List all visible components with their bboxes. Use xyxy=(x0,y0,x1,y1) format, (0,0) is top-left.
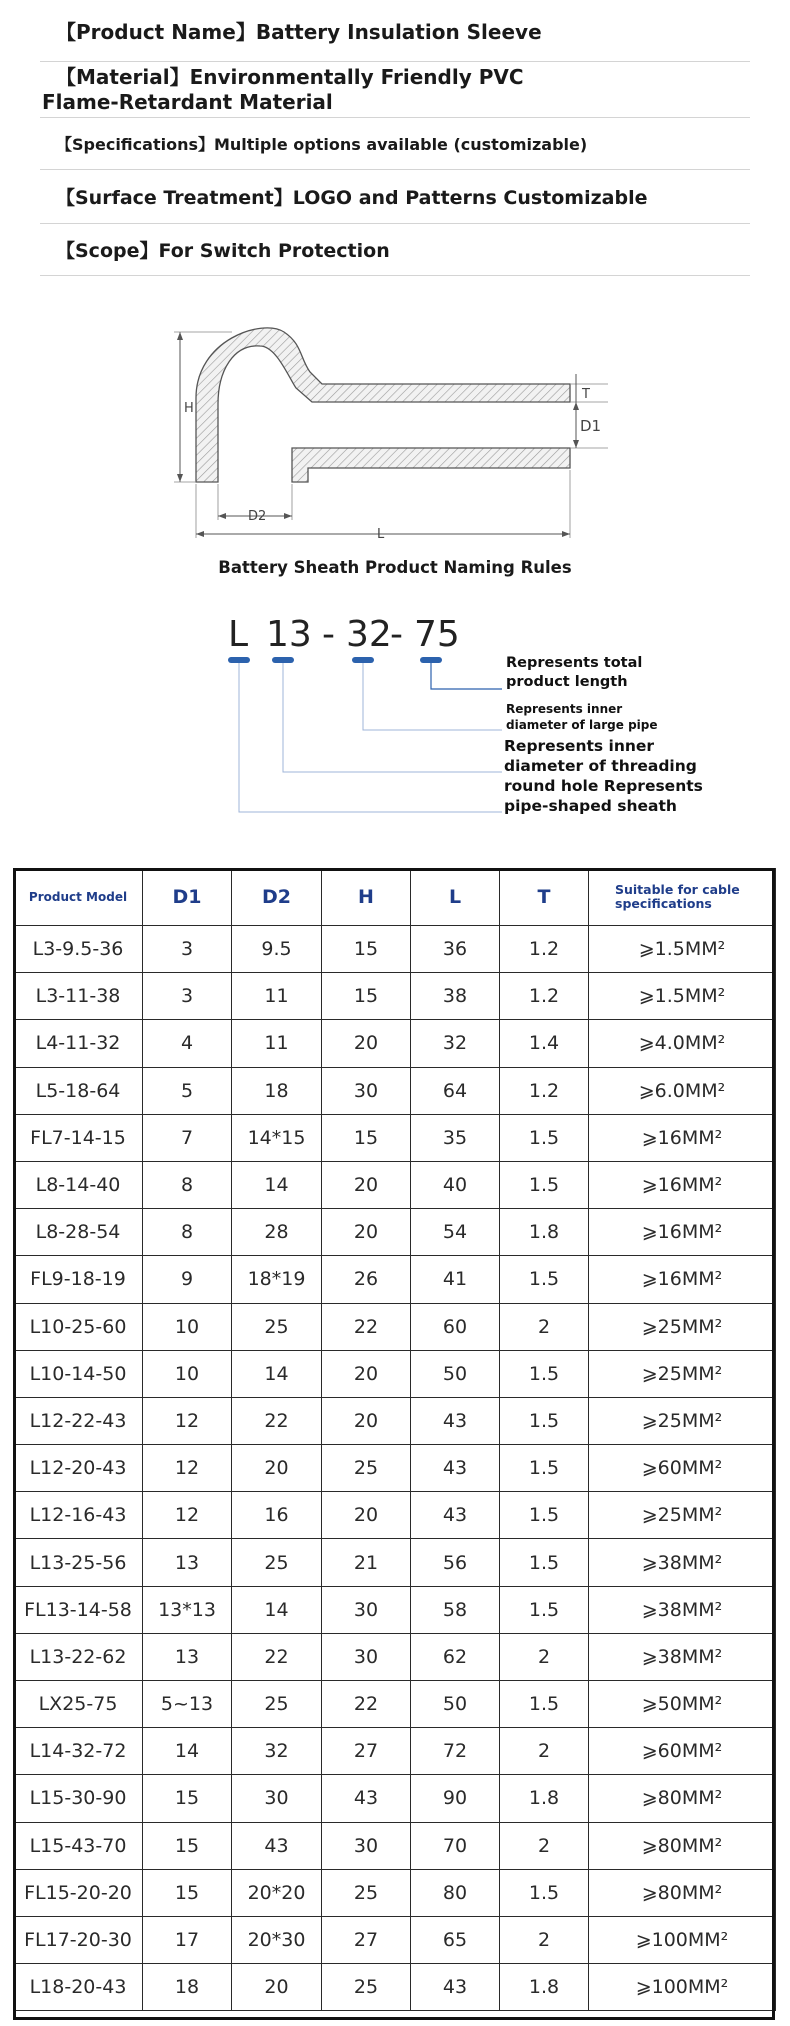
cell-t: 1.2 xyxy=(500,1067,589,1114)
cell-h: 20 xyxy=(322,1397,411,1444)
cell-l: 38 xyxy=(411,973,500,1020)
cell-model: L10-25-60 xyxy=(14,1303,143,1350)
cell-cable: ⩾1.5MM² xyxy=(589,926,776,973)
cell-d1: 10 xyxy=(143,1350,232,1397)
cell-t: 2 xyxy=(500,1728,589,1775)
cell-h: 27 xyxy=(322,1916,411,1963)
cell-model: L12-16-43 xyxy=(14,1492,143,1539)
cell-l: 65 xyxy=(411,1916,500,1963)
t-label: T xyxy=(582,387,590,402)
leader-series xyxy=(239,663,502,812)
marker-length xyxy=(420,657,442,663)
cell-l: 80 xyxy=(411,1869,500,1916)
cell-l: 43 xyxy=(411,1445,500,1492)
cell-l: 62 xyxy=(411,1633,500,1680)
cell-h: 30 xyxy=(322,1586,411,1633)
cell-cable: ⩾50MM² xyxy=(589,1681,776,1728)
cell-d2: 9.5 xyxy=(232,926,322,973)
cell-cable: ⩾38MM² xyxy=(589,1633,776,1680)
h-label: H xyxy=(184,401,194,416)
cell-h: 30 xyxy=(322,1633,411,1680)
cell-t: 2 xyxy=(500,1822,589,1869)
cell-h: 25 xyxy=(322,1964,411,2011)
spec-surface-treatment: 【Surface Treatment】LOGO and Patterns Customizable xyxy=(40,170,750,224)
cell-d1: 12 xyxy=(143,1492,232,1539)
cell-d2: 16 xyxy=(232,1492,322,1539)
cell-d1: 10 xyxy=(143,1303,232,1350)
cell-d2: 18*19 xyxy=(232,1256,322,1303)
cell-cable: ⩾4.0MM² xyxy=(589,1020,776,1067)
spec-scope: 【Scope】For Switch Protection xyxy=(40,224,750,276)
cell-model: L3-11-38 xyxy=(14,973,143,1020)
cell-d1: 14 xyxy=(143,1728,232,1775)
cell-d2: 14 xyxy=(232,1161,322,1208)
cell-l: 50 xyxy=(411,1681,500,1728)
cell-model: L13-25-56 xyxy=(14,1539,143,1586)
cell-h: 20 xyxy=(322,1209,411,1256)
cell-d1: 8 xyxy=(143,1209,232,1256)
cell-l: 43 xyxy=(411,1397,500,1444)
cell-d1: 7 xyxy=(143,1114,232,1161)
cell-d1: 15 xyxy=(143,1775,232,1822)
cell-h: 30 xyxy=(322,1067,411,1114)
cell-d1: 15 xyxy=(143,1869,232,1916)
cell-cable: ⩾38MM² xyxy=(589,1539,776,1586)
cell-cable: ⩾80MM² xyxy=(589,1869,776,1916)
cell-cable: ⩾16MM² xyxy=(589,1161,776,1208)
cell-d2: 11 xyxy=(232,973,322,1020)
expl-inner-large-1: Represents inner xyxy=(506,702,623,716)
sleeve-dimension-diagram xyxy=(172,318,612,538)
expl-total-length-2: product length xyxy=(506,674,628,690)
expl-threading-2: diameter of threading xyxy=(504,757,697,775)
cell-l: 35 xyxy=(411,1114,500,1161)
cell-l: 40 xyxy=(411,1161,500,1208)
cell-h: 22 xyxy=(322,1303,411,1350)
expl-total-length-1: Represents total xyxy=(506,655,643,671)
cell-t: 1.5 xyxy=(500,1586,589,1633)
cell-d1: 4 xyxy=(143,1020,232,1067)
cell-t: 2 xyxy=(500,1633,589,1680)
cell-model: L15-43-70 xyxy=(14,1822,143,1869)
cell-d2: 14 xyxy=(232,1350,322,1397)
cell-model: L12-20-43 xyxy=(14,1445,143,1492)
cell-cable: ⩾6.0MM² xyxy=(589,1067,776,1114)
expl-threading-3: round hole Represents xyxy=(504,777,703,795)
table-frame xyxy=(13,868,775,2020)
cell-l: 32 xyxy=(411,1020,500,1067)
cell-cable: ⩾16MM² xyxy=(589,1209,776,1256)
expl-inner-large-2: diameter of large pipe xyxy=(506,718,658,732)
cell-t: 2 xyxy=(500,1303,589,1350)
cell-d2: 14*15 xyxy=(232,1114,322,1161)
cell-d2: 25 xyxy=(232,1539,322,1586)
cell-d2: 43 xyxy=(232,1822,322,1869)
cell-cable: ⩾38MM² xyxy=(589,1586,776,1633)
naming-rules-diagram xyxy=(200,604,720,834)
cell-h: 15 xyxy=(322,1114,411,1161)
cell-t: 1.2 xyxy=(500,973,589,1020)
cell-cable: ⩾16MM² xyxy=(589,1114,776,1161)
cell-model: L14-32-72 xyxy=(14,1728,143,1775)
cell-l: 60 xyxy=(411,1303,500,1350)
header-l: L xyxy=(411,869,500,926)
cell-l: 72 xyxy=(411,1728,500,1775)
cell-t: 1.8 xyxy=(500,1209,589,1256)
cell-h: 27 xyxy=(322,1728,411,1775)
cell-d2: 20 xyxy=(232,1445,322,1492)
cell-d1: 12 xyxy=(143,1445,232,1492)
cell-model: L8-28-54 xyxy=(14,1209,143,1256)
cell-l: 64 xyxy=(411,1067,500,1114)
spec-product-name: 【Product Name】Battery Insulation Sleeve xyxy=(40,0,750,62)
cell-l: 36 xyxy=(411,926,500,973)
cell-t: 1.2 xyxy=(500,926,589,973)
cell-model: L3-9.5-36 xyxy=(14,926,143,973)
cell-h: 30 xyxy=(322,1822,411,1869)
cell-cable: ⩾100MM² xyxy=(589,1964,776,2011)
cell-t: 1.5 xyxy=(500,1869,589,1916)
cell-model: L4-11-32 xyxy=(14,1020,143,1067)
cell-h: 21 xyxy=(322,1539,411,1586)
header-product-model: Product Model xyxy=(14,869,143,926)
cell-h: 15 xyxy=(322,926,411,973)
cell-model: FL7-14-15 xyxy=(14,1114,143,1161)
cell-d1: 3 xyxy=(143,926,232,973)
cell-t: 1.8 xyxy=(500,1775,589,1822)
cell-d1: 5~13 xyxy=(143,1681,232,1728)
code-part-dash-2: - xyxy=(390,614,403,655)
expl-threading-4: pipe-shaped sheath xyxy=(504,797,677,815)
cell-h: 20 xyxy=(322,1492,411,1539)
sleeve-lower-wall xyxy=(292,448,570,482)
cell-cable: ⩾100MM² xyxy=(589,1916,776,1963)
d2-label: D2 xyxy=(248,509,267,524)
cell-model: L15-30-90 xyxy=(14,1775,143,1822)
cell-model: L18-20-43 xyxy=(14,1964,143,2011)
cell-model: L12-22-43 xyxy=(14,1397,143,1444)
cell-d2: 18 xyxy=(232,1067,322,1114)
spec-list xyxy=(40,0,750,276)
cell-h: 15 xyxy=(322,973,411,1020)
marker-hole-diameter xyxy=(272,657,294,663)
code-part-pipe-diameter: 32 xyxy=(346,614,392,655)
cell-d1: 8 xyxy=(143,1161,232,1208)
cell-model: LX25-75 xyxy=(14,1681,143,1728)
code-part-dash: - xyxy=(322,614,335,655)
cell-t: 1.5 xyxy=(500,1161,589,1208)
marker-series xyxy=(228,657,250,663)
cell-t: 1.5 xyxy=(500,1492,589,1539)
leader-pipe-diameter xyxy=(363,663,502,730)
cell-model: L8-14-40 xyxy=(14,1161,143,1208)
cell-l: 43 xyxy=(411,1964,500,2011)
cell-h: 20 xyxy=(322,1350,411,1397)
cell-h: 43 xyxy=(322,1775,411,1822)
cell-model: FL13-14-58 xyxy=(14,1586,143,1633)
cell-d1: 13*13 xyxy=(143,1586,232,1633)
cell-model: FL9-18-19 xyxy=(14,1256,143,1303)
l-label: L xyxy=(377,527,385,538)
cell-d1: 3 xyxy=(143,973,232,1020)
cell-d2: 22 xyxy=(232,1397,322,1444)
cell-h: 25 xyxy=(322,1869,411,1916)
cell-l: 43 xyxy=(411,1492,500,1539)
cell-l: 54 xyxy=(411,1209,500,1256)
cell-model: L13-22-62 xyxy=(14,1633,143,1680)
cell-t: 1.5 xyxy=(500,1397,589,1444)
cell-l: 50 xyxy=(411,1350,500,1397)
cell-d2: 22 xyxy=(232,1633,322,1680)
cell-h: 25 xyxy=(322,1445,411,1492)
cell-cable: ⩾60MM² xyxy=(589,1728,776,1775)
cell-cable: ⩾1.5MM² xyxy=(589,973,776,1020)
cell-cable: ⩾25MM² xyxy=(589,1397,776,1444)
spec-specifications: 【Specifications】Multiple options available (customizable) xyxy=(40,118,750,170)
cell-d1: 13 xyxy=(143,1539,232,1586)
cell-d2: 11 xyxy=(232,1020,322,1067)
cell-model: L5-18-64 xyxy=(14,1067,143,1114)
cell-d1: 5 xyxy=(143,1067,232,1114)
header-d1: D1 xyxy=(143,869,232,926)
cell-l: 58 xyxy=(411,1586,500,1633)
cell-l: 41 xyxy=(411,1256,500,1303)
leader-length xyxy=(431,663,502,689)
cell-t: 1.5 xyxy=(500,1539,589,1586)
cell-d1: 17 xyxy=(143,1916,232,1963)
cell-h: 26 xyxy=(322,1256,411,1303)
header-d2: D2 xyxy=(232,869,322,926)
cell-model: FL17-20-30 xyxy=(14,1916,143,1963)
spec-material: 【Material】Environmentally Friendly PVC Flame-Retardant Material xyxy=(40,62,750,118)
cell-l: 90 xyxy=(411,1775,500,1822)
cell-cable: ⩾80MM² xyxy=(589,1822,776,1869)
cell-h: 22 xyxy=(322,1681,411,1728)
cell-d2: 30 xyxy=(232,1775,322,1822)
d1-label: D1 xyxy=(580,417,602,435)
cell-d2: 14 xyxy=(232,1586,322,1633)
cell-model: FL15-20-20 xyxy=(14,1869,143,1916)
cell-cable: ⩾16MM² xyxy=(589,1256,776,1303)
cell-h: 20 xyxy=(322,1020,411,1067)
cell-d2: 20*20 xyxy=(232,1869,322,1916)
cell-t: 1.8 xyxy=(500,1964,589,2011)
cell-d2: 20*30 xyxy=(232,1916,322,1963)
cell-t: 1.5 xyxy=(500,1445,589,1492)
code-part-series: L xyxy=(228,614,249,655)
cell-d1: 9 xyxy=(143,1256,232,1303)
cell-t: 1.4 xyxy=(500,1020,589,1067)
cell-d1: 13 xyxy=(143,1633,232,1680)
header-cable-spec: Suitable for cable specifications xyxy=(589,869,776,926)
cell-cable: ⩾25MM² xyxy=(589,1492,776,1539)
cell-l: 56 xyxy=(411,1539,500,1586)
cell-cable: ⩾25MM² xyxy=(589,1303,776,1350)
cell-h: 20 xyxy=(322,1161,411,1208)
cell-t: 1.5 xyxy=(500,1350,589,1397)
cell-d2: 20 xyxy=(232,1964,322,2011)
code-part-hole-diameter: 13 xyxy=(266,614,312,655)
cell-cable: ⩾80MM² xyxy=(589,1775,776,1822)
expl-threading-1: Represents inner xyxy=(504,737,655,755)
cell-t: 2 xyxy=(500,1916,589,1963)
cell-cable: ⩾60MM² xyxy=(589,1445,776,1492)
header-t: T xyxy=(500,869,589,926)
cell-d1: 12 xyxy=(143,1397,232,1444)
cell-l: 70 xyxy=(411,1822,500,1869)
naming-rules-title: Battery Sheath Product Naming Rules xyxy=(218,558,572,577)
cell-t: 1.5 xyxy=(500,1114,589,1161)
cell-model: L10-14-50 xyxy=(14,1350,143,1397)
cell-t: 1.5 xyxy=(500,1681,589,1728)
cell-d1: 18 xyxy=(143,1964,232,2011)
code-part-length: 75 xyxy=(414,614,460,655)
cell-d1: 15 xyxy=(143,1822,232,1869)
cell-d2: 25 xyxy=(232,1681,322,1728)
marker-pipe-diameter xyxy=(352,657,374,663)
cell-d2: 28 xyxy=(232,1209,322,1256)
header-h: H xyxy=(322,869,411,926)
leader-hole-diameter xyxy=(283,663,502,772)
cell-t: 1.5 xyxy=(500,1256,589,1303)
cell-cable: ⩾25MM² xyxy=(589,1350,776,1397)
cell-d2: 32 xyxy=(232,1728,322,1775)
cell-d2: 25 xyxy=(232,1303,322,1350)
